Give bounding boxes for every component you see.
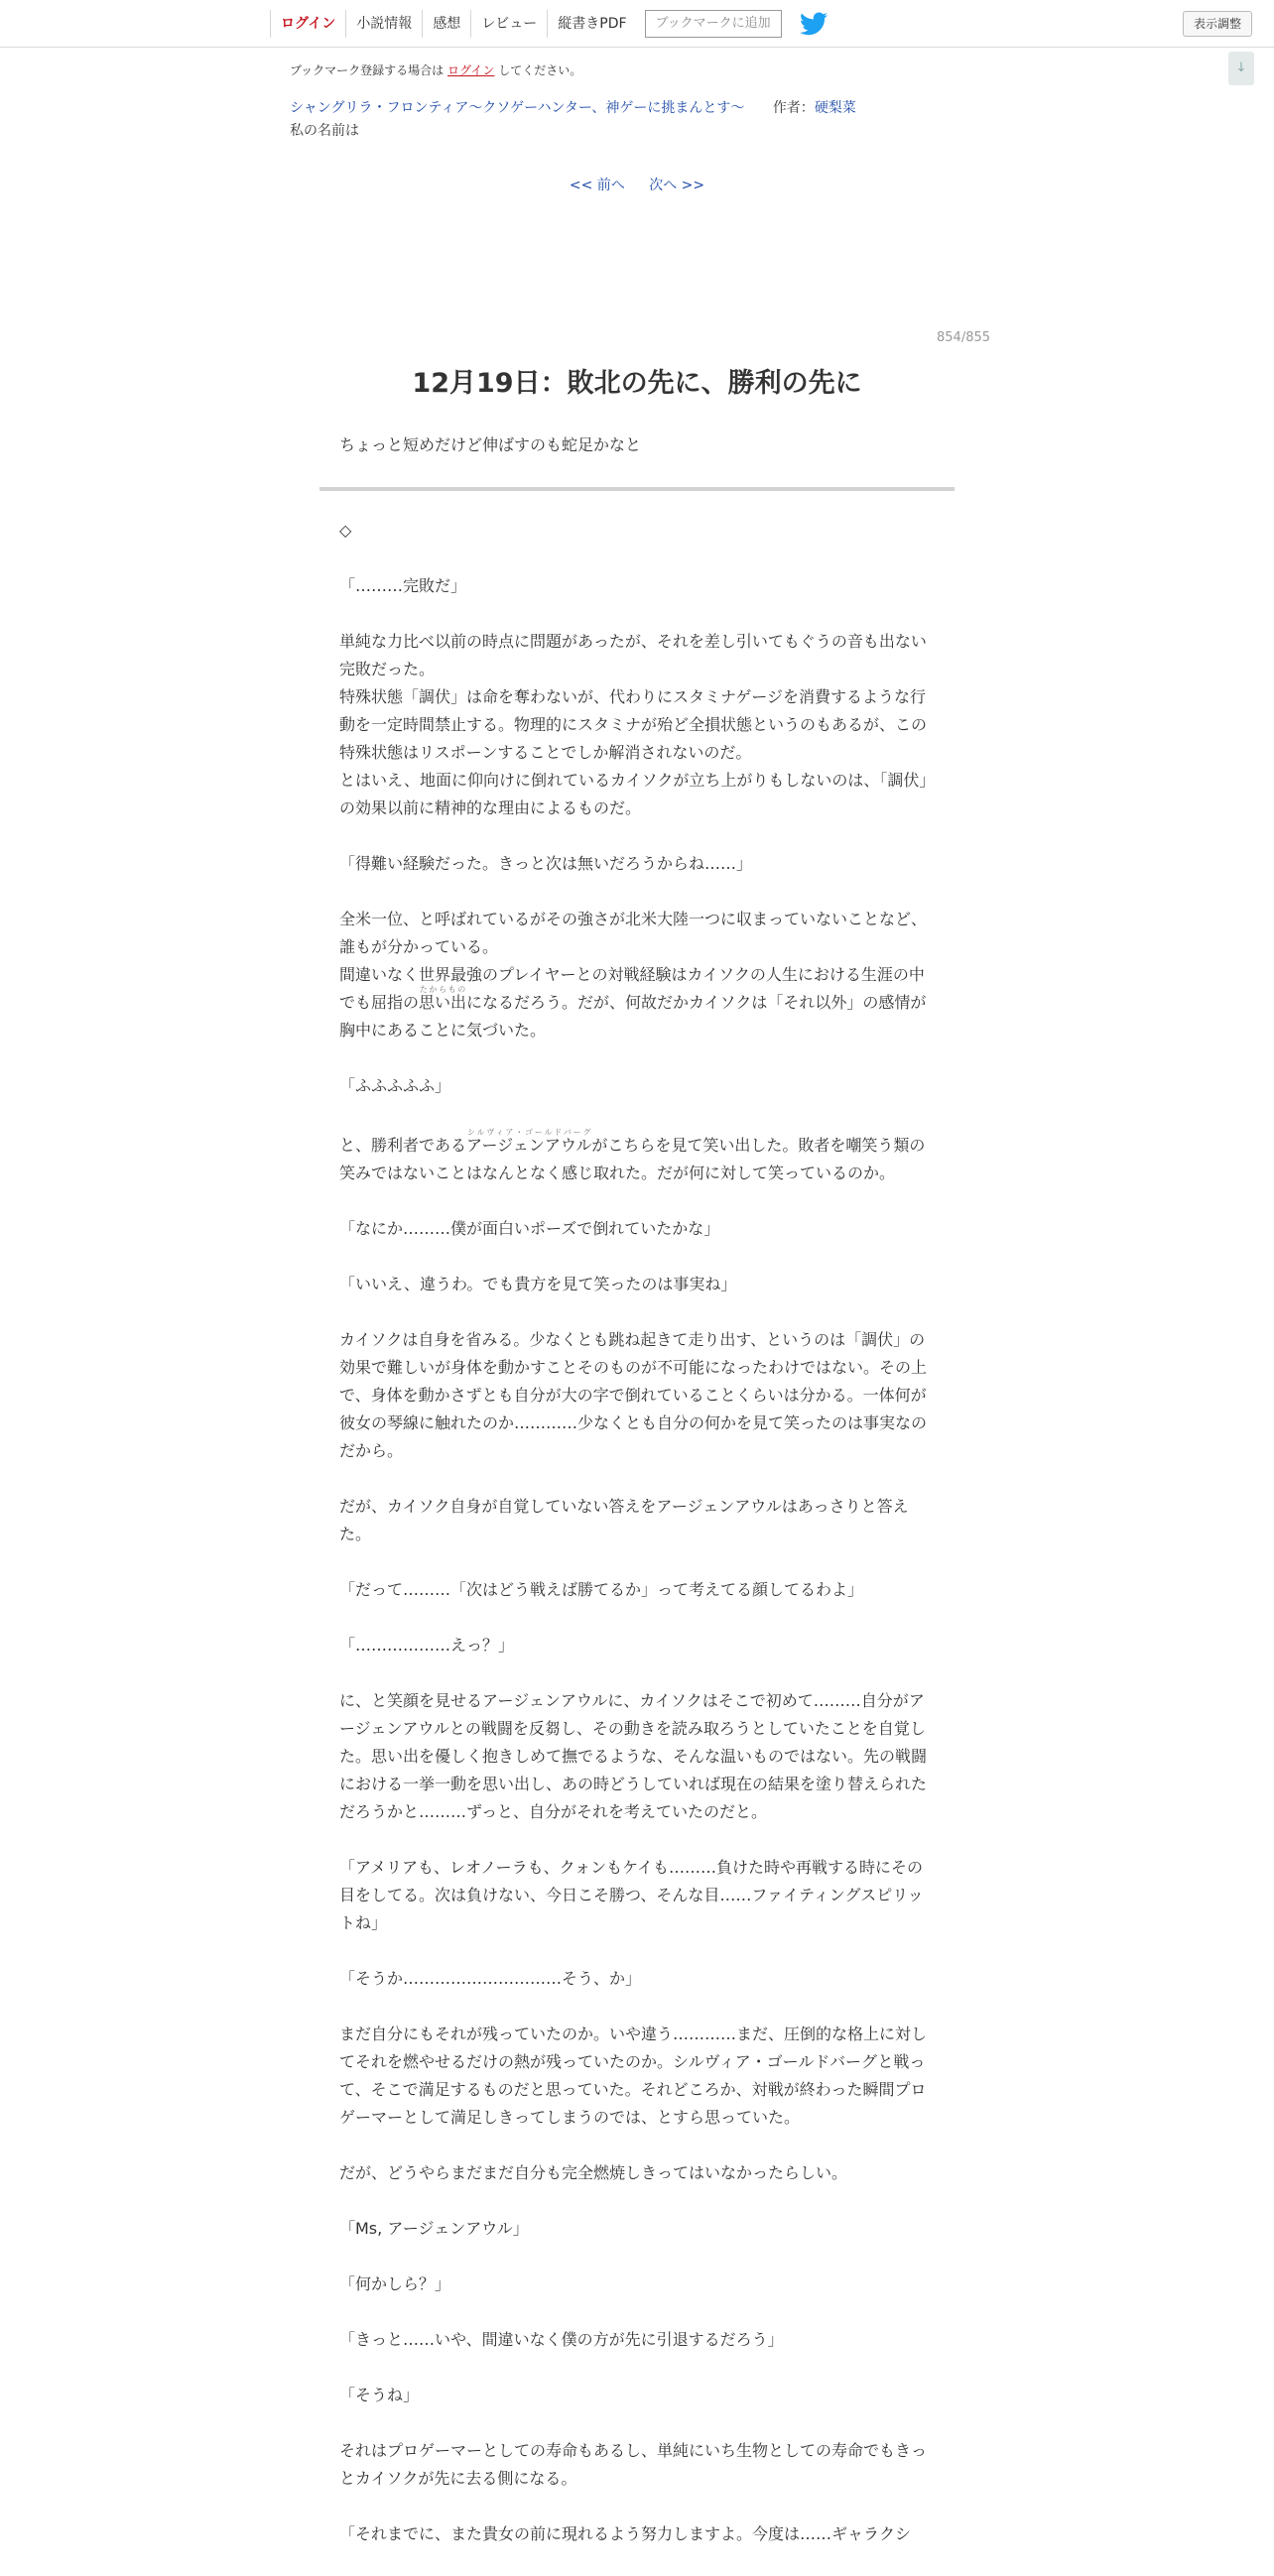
body-paragraph: 「そうか…………………………そう、か」 xyxy=(339,1969,642,1988)
chapter-body xyxy=(339,517,935,2576)
body-paragraph: とはいえ、地面に仰向けに倒れているカイソクが立ち上がりもしないのは、「調伏」の効果以前に精神的な理由によるものだ。 xyxy=(339,771,928,817)
ruby-text: たからもの xyxy=(419,985,467,994)
bookmark-notice-after: してください。 xyxy=(498,63,582,77)
body-paragraph xyxy=(339,1128,935,1187)
body-paragraph: 「なにか………僕が面白いポーズで倒れていたかな」 xyxy=(339,1219,720,1238)
body-paragraph: 「何かしら？」 xyxy=(339,2274,451,2293)
page-count: 854/855 xyxy=(937,330,991,345)
body-text-span: になるだろう。だが、何故だかカイソクは「それ以外」の感情が胸中にあることに気づいた。 xyxy=(339,993,927,1040)
body-paragraph: まだ自分にもそれが残っていたのか。いや違う…………まだ、圧倒的な格上に対してそれを燃やせるだけの熱が残っていたのか。シルヴィア・ゴールドバーグと戦って、そこで満足するものだと思っていた。それどころか、対戦が終わった瞬間プロゲーマーとして満足しきってしまうのでは、とすら思っていた。 xyxy=(339,2024,928,2127)
author-name-link[interactable]: 硬梨菜 xyxy=(814,100,856,116)
body-paragraph: 「きっと……いや、間違いなく僕の方が先に引退するだろう」 xyxy=(339,2330,784,2349)
scroll-down-button[interactable]: ↓ xyxy=(1228,52,1254,85)
ruby-annotation xyxy=(466,1128,592,1155)
pager xyxy=(0,175,1274,194)
series-title-link[interactable]: シャングリラ・フロンティア〜クソゲーハンター、神ゲーに挑まんとす〜 xyxy=(290,100,745,116)
ruby-text: シルヴィア・ゴールドバーグ xyxy=(466,1128,592,1137)
body-paragraph: 「いいえ、違うわ。でも貴方を見て笑ったのは事実ね」 xyxy=(339,1275,737,1293)
body-paragraph: だが、カイソク自身が自覚していない答えをアージェンアウルはあっさりと答えた。 xyxy=(339,1497,909,1543)
ruby-base: アージェンアウル xyxy=(466,1136,592,1155)
bookmark-notice-login-link[interactable]: ログイン xyxy=(447,63,495,77)
next-page-link[interactable]: 次へ >> xyxy=(649,178,705,193)
body-text-span: がこちらを見て笑い出した。敗者を嘲笑う類の笑みではないことはなんとなく感じ取れた。だが何に対して笑っているのか。 xyxy=(339,1136,926,1182)
chapter-group-title: 私の名前は xyxy=(290,123,359,139)
body-paragraph: ◇ xyxy=(339,521,352,540)
twitter-icon[interactable] xyxy=(800,12,828,36)
body-paragraph: 「それまでに、また貴女の前に現れるよう努力しますよ。今度は……ギャラクシ xyxy=(339,2524,912,2543)
body-paragraph: 「………完敗だ」 xyxy=(339,576,467,595)
bookmark-notice xyxy=(290,61,581,78)
chapter-preface: ちょっと短めだけど伸ばすのも蛇足かなと xyxy=(339,435,642,454)
body-text-span: と、勝利者である xyxy=(339,1136,467,1155)
body-paragraph: 特殊状態「調伏」は命を奪わないが、代わりにスタミナゲージを消費するような行動を一定時間禁止する。物理的にスタミナが殆ど全損状態というのもあるが、この特殊状態はリスポーンすることでしか解消されないのだ。 xyxy=(339,687,928,762)
preface-divider xyxy=(319,487,955,491)
prev-page-link[interactable]: << 前へ xyxy=(569,178,625,193)
body-paragraph: 「得難い経験だった。きっと次は無いだろうからね……」 xyxy=(339,854,753,873)
body-text-span: 間違いなく世界最強のプレイヤーとの対戦経験はカイソクの人生における生涯の中でも屈指の xyxy=(339,965,925,1012)
body-paragraph: カイソクは自身を省みる。少なくとも跳ね起きて走り出す、というのは「調伏」の効果で難しいが身体を動かすことそのものが不可能になったわけではない。その上で、身体を動かさずとも自分が大の字で倒れていることくらいは分かる。一体何が彼女の琴線に触れたのか…………少なくとも自分の何かを見て笑ったのは事実なのだから。 xyxy=(339,1330,928,1460)
ruby-base: 思い出 xyxy=(419,993,467,1012)
ruby-annotation xyxy=(419,985,467,1012)
body-paragraph: だが、どうやらまだまだ自分も完全燃焼しきってはいなかったらしい。 xyxy=(339,2163,848,2182)
add-bookmark-button[interactable]: ブックマークに追加 xyxy=(645,10,782,38)
author-label: 作者： xyxy=(772,100,815,116)
top-navigation-bar xyxy=(0,0,1274,48)
body-paragraph: 「Ms, アージェンアウル」 xyxy=(339,2219,529,2238)
body-paragraph: 単純な力比べ以前の時点に問題があったが、それを差し引いてもぐうの音も出ない完敗だった。 xyxy=(339,632,927,678)
header-nav xyxy=(270,10,828,38)
body-paragraph: 全米一位、と呼ばれているがその強さが北米大陸一つに収まっていないことなど、誰もが分かっている。 xyxy=(339,910,928,956)
body-paragraph: 「そうね」 xyxy=(339,2386,420,2404)
body-paragraph: それはプロゲーマーとしての寿命もあるし、単純にいち生物としての寿命でもきっとカイソクが先に去る側になる。 xyxy=(339,2441,928,2488)
novel-info-link[interactable]: 小説情報 xyxy=(345,10,422,38)
impressions-link[interactable]: 感想 xyxy=(422,10,470,38)
chapter-title: 12月19日：敗北の先に、勝利の先に xyxy=(412,368,862,399)
body-paragraph: に、と笑顔を見せるアージェンアウルに、カイソクはそこで初めて………自分がアージェンアウルとの戦闘を反芻し、その動きを読み取ろうとしていたことを自覚した。思い出を優しく抱きしめて撫でるような、そんな温いものではない。先の戦闘における一挙一動を思い出し、あの時どうしていれば現在の結果を塗り替えられただろうかと………ずっと、自分がそれを考えていたのだと。 xyxy=(339,1691,928,1821)
series-info xyxy=(290,97,856,117)
twitter-bird-glyph xyxy=(800,12,828,36)
body-paragraph: 「アメリアも、レオノーラも、クォンもケイも………負けた時や再戦する時にその目をしてる。次は負けない、今日こそ勝つ、そんな目……ファイティングスピリットね」 xyxy=(339,1858,924,1932)
body-paragraph: 「ふふふふふ」 xyxy=(339,1076,451,1095)
body-paragraph: 「………………えっ？」 xyxy=(339,1636,515,1655)
review-link[interactable]: レビュー xyxy=(470,10,547,38)
body-paragraph: 「だって………「次はどう戦えば勝てるか」って考えてる顔してるわよ」 xyxy=(339,1580,864,1599)
body-paragraph xyxy=(339,961,935,1044)
vertical-pdf-link[interactable]: 縦書きPDF xyxy=(547,10,636,38)
display-settings-button[interactable]: 表示調整 xyxy=(1183,11,1252,37)
login-link[interactable]: ログイン xyxy=(270,10,345,38)
bookmark-notice-before: ブックマーク登録する場合は xyxy=(290,63,445,77)
